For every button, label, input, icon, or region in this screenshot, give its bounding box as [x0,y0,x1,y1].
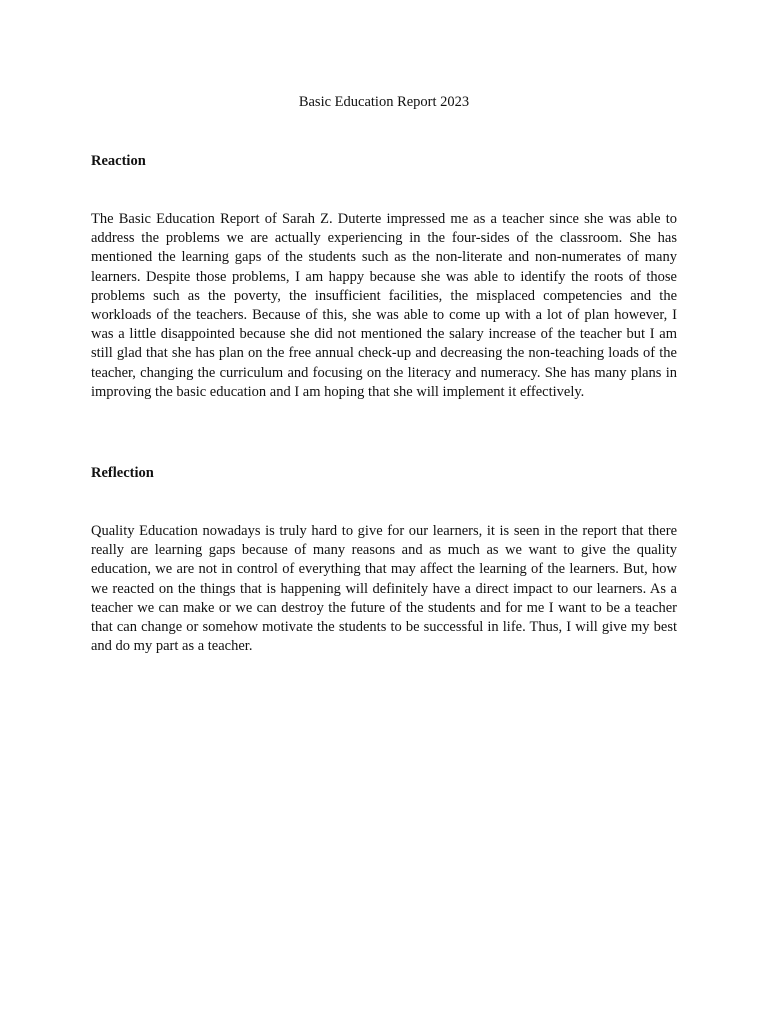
document-title: Basic Education Report 2023 [298,94,470,110]
section-body-reflection: Quality Education nowadays is truly hard to give for our learners, it is seen in the report that there really are learning gaps because of many reasons and as much as we want to give the quality education, we are not in control of everything that may affect the learning of the learners. But, how we reacted on the things that is happening will definitely have a direct impact to our learners. As a teacher we can make or we can destroy the future of the students and for me I want to be a teacher that can change or somehow motivate the students to be successful in life. Thus, I will give my best and do my part as a teacher. [91,523,677,655]
section-heading-reflection: Reflection [91,465,154,481]
section-body-reaction: The Basic Education Report of Sarah Z. Duterte impressed me as a teacher since she was able to address the problems we are actually experiencing in the four-sides of the classroom. She has mentioned the learning gaps of the students such as the non-literate and non-numerates of many learners. Despite those problems, I am happy because she was able to identify the roots of those problems such as the poverty, the insufficient facilities, the misplaced competencies and the workloads of the teachers. Because of this, she was able to come up with a lot of plan however, I was a little disappointed because she did not mentioned the salary increase of the teacher but I am still glad that she has plan on the free annual check-up and decreasing the non-teaching loads of the teacher, changing the curriculum and focusing on the literacy and numeracy. She has many plans in improving the basic education and I am hoping that she will implement it effectively. [91,211,677,400]
section-heading-reaction: Reaction [91,153,146,169]
